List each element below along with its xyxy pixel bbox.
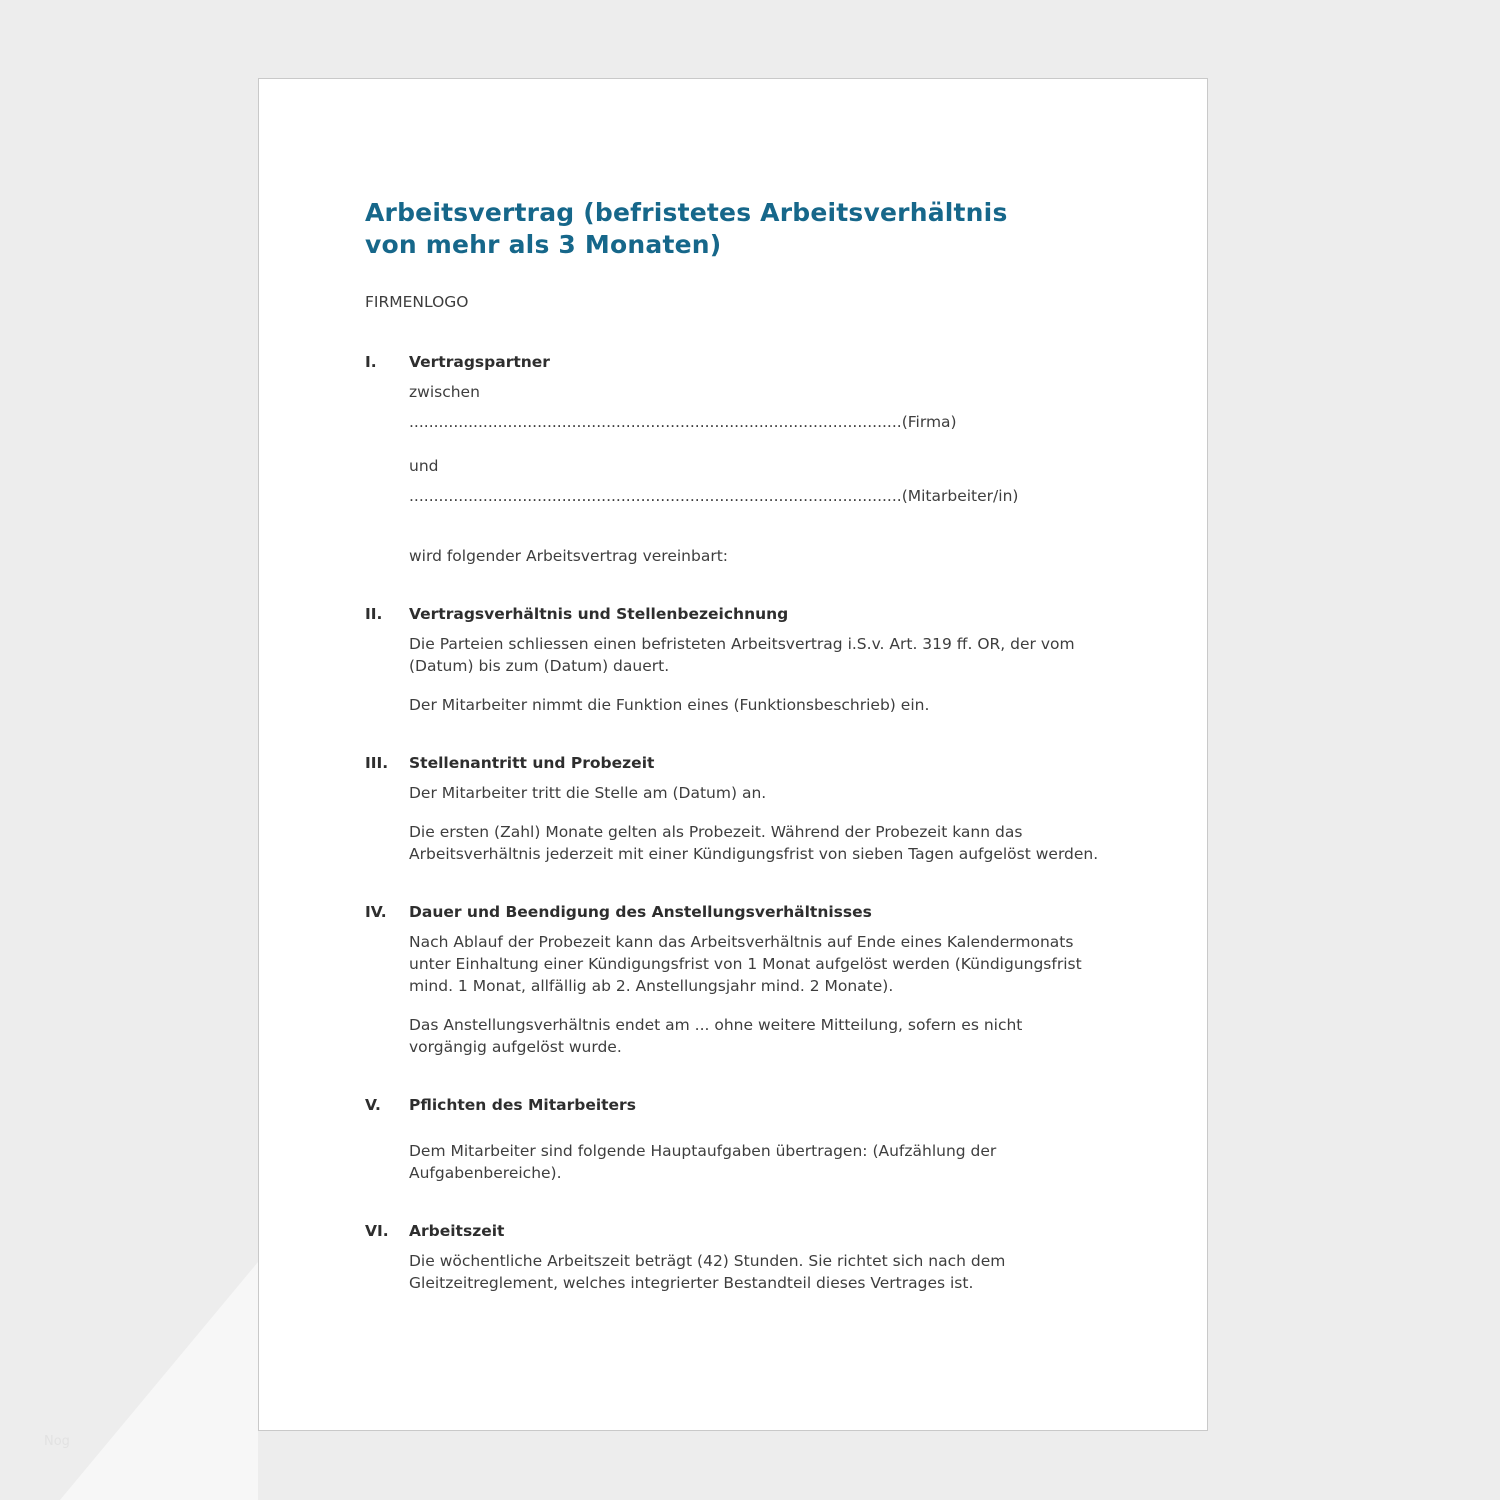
paragraph: Dem Mitarbeiter sind folgende Hauptaufgaben übertragen: (Aufzählung der Aufgabenbereiche). — [409, 1142, 997, 1182]
section-heading: Stellenantritt und Probezeit — [409, 754, 655, 772]
section-body — [409, 752, 1101, 865]
section-body — [409, 351, 1101, 567]
section-number: VI. — [365, 1222, 389, 1240]
section-heading: Dauer und Beendigung des Anstellungsverhältnisses — [409, 903, 872, 921]
dotted-line: .................................................................................................... — [409, 487, 902, 505]
paragraph: Das Anstellungsverhältnis endet am ... ohne weitere Mitteilung, sofern es nicht vorgängig aufgelöst wurde. — [409, 1016, 1023, 1056]
section-arbeitszeit — [365, 1220, 1101, 1294]
field-label-firma: (Firma) — [901, 413, 957, 431]
paragraph: wird folgender Arbeitsvertrag vereinbart: — [409, 547, 728, 565]
section-number: III. — [365, 754, 389, 772]
paragraph: Nach Ablauf der Probezeit kann das Arbeitsverhältnis auf Ende eines Kalendermonats unter Einhaltung einer Kündigungsfrist von 1 Monat aufgelöst werden (Kündigungsfrist mind. 1 Monat, allfällig ab 2. Anstellungsjahr mind. 2 Monate). — [409, 933, 1082, 995]
section-heading: Pflichten des Mitarbeiters — [409, 1096, 636, 1114]
fill-in-field-firma — [409, 411, 1101, 433]
section-pflichten — [365, 1094, 1101, 1184]
section-heading: Vertragsverhältnis und Stellenbezeichnung — [409, 605, 789, 623]
section-vertragspartner — [365, 351, 1101, 567]
document-page — [258, 78, 1208, 1431]
company-logo-placeholder: FIRMENLOGO — [365, 293, 469, 311]
section-dauer-beendigung — [365, 901, 1101, 1058]
section-body — [409, 901, 1101, 1058]
paragraph: Die Parteien schliessen einen befristeten Arbeitsvertrag i.S.v. Art. 319 ff. OR, der vom (Datum) bis zum (Datum) dauert. — [409, 635, 1075, 675]
paragraph: und — [409, 457, 439, 475]
section-body — [409, 1220, 1101, 1294]
section-stellenantritt — [365, 752, 1101, 865]
section-body — [409, 1094, 1101, 1184]
section-number: I. — [365, 353, 377, 371]
document-title — [365, 197, 1101, 261]
section-number: II. — [365, 605, 383, 623]
paragraph: Die ersten (Zahl) Monate gelten als Probezeit. Während der Probezeit kann das Arbeitsverhältnis jederzeit mit einer Kündigungsfrist von sieben Tagen aufgelöst werden. — [409, 823, 1099, 863]
section-vertragsverhaeltnis — [365, 603, 1101, 716]
section-heading: Arbeitszeit — [409, 1222, 505, 1240]
paragraph: Der Mitarbeiter nimmt die Funktion eines (Funktionsbeschrieb) ein. — [409, 696, 930, 714]
paragraph: Der Mitarbeiter tritt die Stelle am (Datum) an. — [409, 784, 767, 802]
paragraph: Die wöchentliche Arbeitszeit beträgt (42) Stunden. Sie richtet sich nach dem Gleitzeitreglement, welches integrierter Bestandteil dieses Vertrages ist. — [409, 1252, 1006, 1292]
page-corner-shading — [60, 1262, 258, 1500]
section-number: V. — [365, 1096, 381, 1114]
field-label-mitarbeiter: (Mitarbeiter/in) — [901, 487, 1019, 505]
section-number: IV. — [365, 903, 387, 921]
paragraph: zwischen — [409, 383, 480, 401]
dotted-line: .................................................................................................... — [409, 413, 902, 431]
fill-in-field-mitarbeiter — [409, 485, 1101, 507]
document-title-line-2: von mehr als 3 Monaten) — [365, 230, 722, 259]
watermark-text: Nog — [44, 1434, 70, 1449]
document-title-line-1: Arbeitsvertrag (befristetes Arbeitsverhältnis — [365, 198, 1008, 227]
section-body — [409, 603, 1101, 716]
section-heading: Vertragspartner — [409, 353, 550, 371]
